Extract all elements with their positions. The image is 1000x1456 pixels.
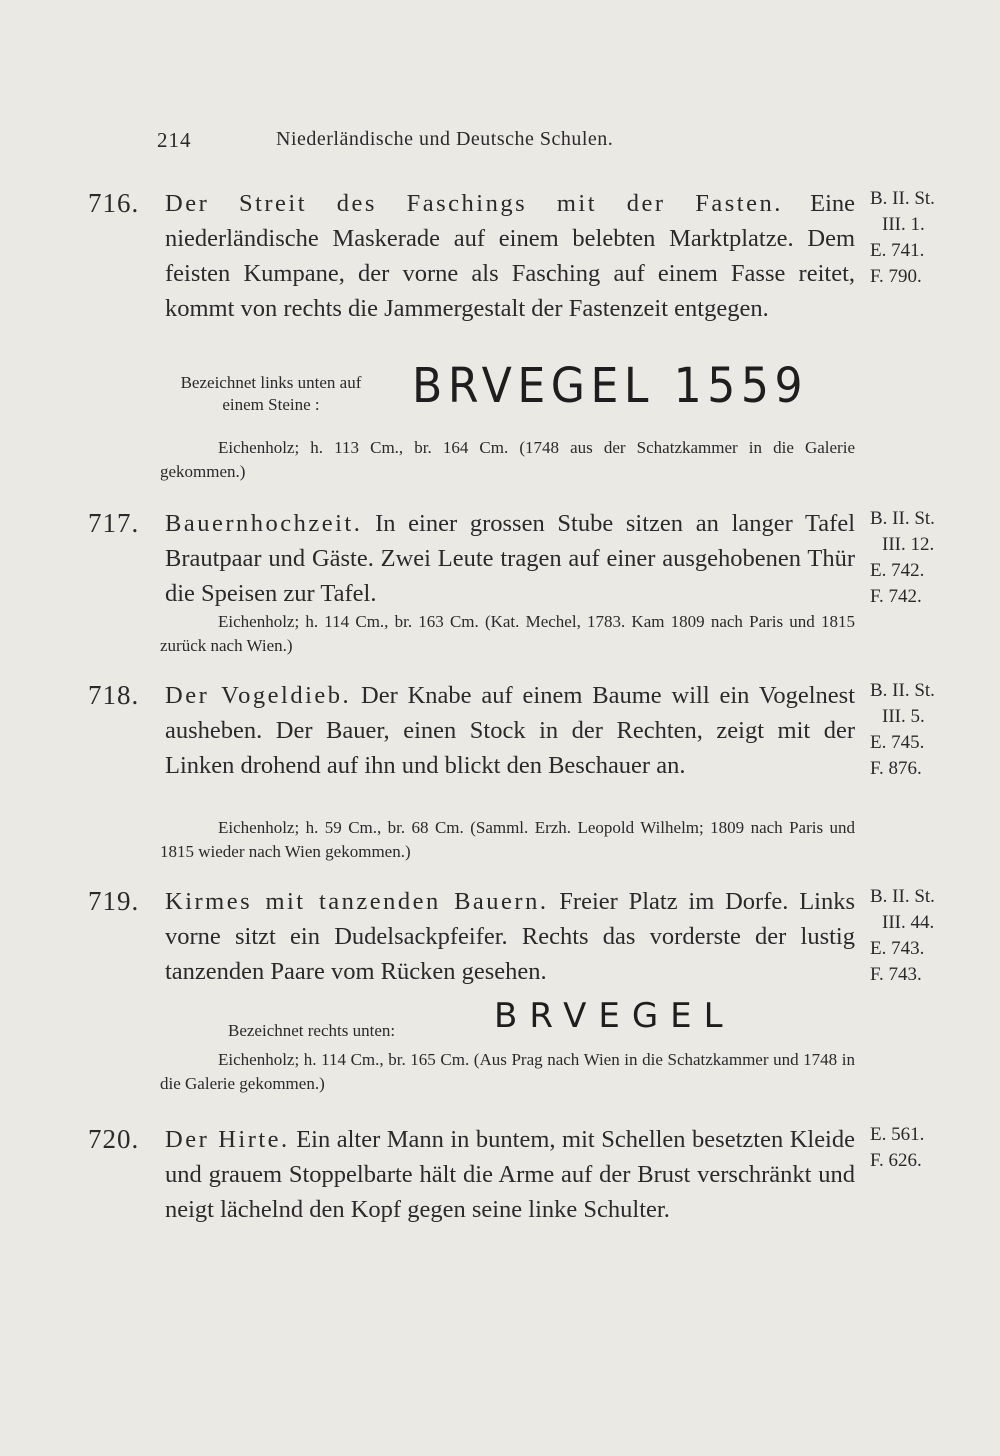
reference: B. II. St.: [870, 680, 935, 701]
reference: E. 745.: [870, 732, 925, 753]
reference: III. 5.: [882, 706, 925, 727]
entry-number: 718.: [88, 680, 140, 710]
entry-text: [165, 884, 855, 989]
signature-label: Bezeichnet links unten auf einem Steine :: [180, 373, 362, 414]
entry-note: Eichenholz; h. 114 Cm., br. 163 Cm. (Kat. Mechel, 1783. Kam 1809 nach Paris und 1815 zurück nach Wien.): [160, 612, 855, 655]
reference: B. II. St.: [870, 508, 935, 529]
entry-number: 717.: [88, 508, 140, 538]
reference: B. II. St.: [870, 188, 935, 209]
reference: E. 742.: [870, 560, 925, 581]
entry-description: Der Knabe auf einem Baume will ein Vogelnest ausheben. Der Bauer, einen Stock in der Rechten, zeigt mit der Linken drohend auf ihn und blickt den Beschauer an.: [165, 682, 856, 779]
entry-title: Bauernhochzeit.: [165, 510, 363, 537]
reference: E. 561.: [870, 1124, 925, 1145]
page-header: [0, 128, 1000, 158]
signature-inscription: BRVEGEL 1559: [412, 358, 809, 414]
reference: F. 742.: [870, 586, 922, 607]
entry-references: [870, 506, 980, 610]
entry-number: 720.: [88, 1124, 140, 1154]
entry-text: [165, 506, 855, 611]
reference: F. 876.: [870, 758, 922, 779]
entry-number: 716.: [88, 188, 140, 218]
entry-note: Eichenholz; h. 59 Cm., br. 68 Cm. (Samml. Erzh. Leopold Wilhelm; 1809 nach Paris und 1815 wieder nach Wien gekommen.): [160, 818, 855, 861]
entry-title: Der Vogeldieb.: [165, 682, 352, 709]
reference: E. 741.: [870, 240, 925, 261]
entry-title: Kirmes mit tanzenden Bauern.: [165, 888, 549, 915]
reference: B. II. St.: [870, 886, 935, 907]
entry-number: 719.: [88, 886, 140, 916]
entry-description: Freier Platz im Dorfe. Links vorne sitzt ein Dudelsackpfeifer. Rechts das vorderste der lustig tanzenden Paare vom Rücken gesehen.: [165, 888, 855, 985]
reference: F. 626.: [870, 1150, 922, 1171]
entry-description: Eine niederländische Maskerade auf einem belebten Marktplatze. Dem feisten Kumpane, der vorne als Fasching auf einem Fasse reitet, kommt von rechts die Jammergestalt der Fastenzeit entgegen.: [165, 190, 856, 322]
reference: F. 790.: [870, 266, 922, 287]
entry-title: Der Hirte.: [165, 1126, 290, 1153]
entry-references: [870, 186, 980, 290]
reference: III. 1.: [882, 214, 925, 235]
entry-text: [165, 678, 855, 783]
reference: E. 743.: [870, 938, 925, 959]
entry-description: In einer grossen Stube sitzen an langer Tafel Brautpaar und Gäste. Zwei Leute tragen auf einer ausgehobenen Thür die Speisen zur Tafel.: [165, 510, 856, 607]
entry-text: [165, 186, 855, 326]
entry-note: Eichenholz; h. 113 Cm., br. 164 Cm. (1748 aus der Schatzkammer in die Galerie gekommen.): [160, 438, 855, 481]
entry-note: Eichenholz; h. 114 Cm., br. 165 Cm. (Aus Prag nach Wien in die Schatzkammer und 1748 in die Galerie gekommen.): [160, 1050, 855, 1093]
signature-inscription: BRVEGEL: [494, 996, 735, 1036]
reference: III. 44.: [882, 912, 935, 933]
reference: III. 12.: [882, 534, 935, 555]
entry-references: [870, 678, 980, 782]
entry-references: [870, 1122, 980, 1174]
signature-label: Bezeichnet rechts unten:: [228, 1021, 396, 1040]
entry-references: [870, 884, 980, 988]
entry-text: [165, 1122, 855, 1227]
entry-title: Der Streit des Faschings mit der Fasten.: [165, 190, 783, 217]
entry-description: Ein alter Mann in buntem, mit Schellen besetzten Kleide und grauem Stoppelbarte hält die Arme auf der Brust verschränkt und neigt lächelnd den Kopf gegen seine linke Schulter.: [165, 1126, 855, 1223]
running-title: Niederländische und Deutsche Schulen.: [276, 128, 614, 150]
page-number: 214: [157, 128, 192, 152]
reference: F. 743.: [870, 964, 922, 985]
